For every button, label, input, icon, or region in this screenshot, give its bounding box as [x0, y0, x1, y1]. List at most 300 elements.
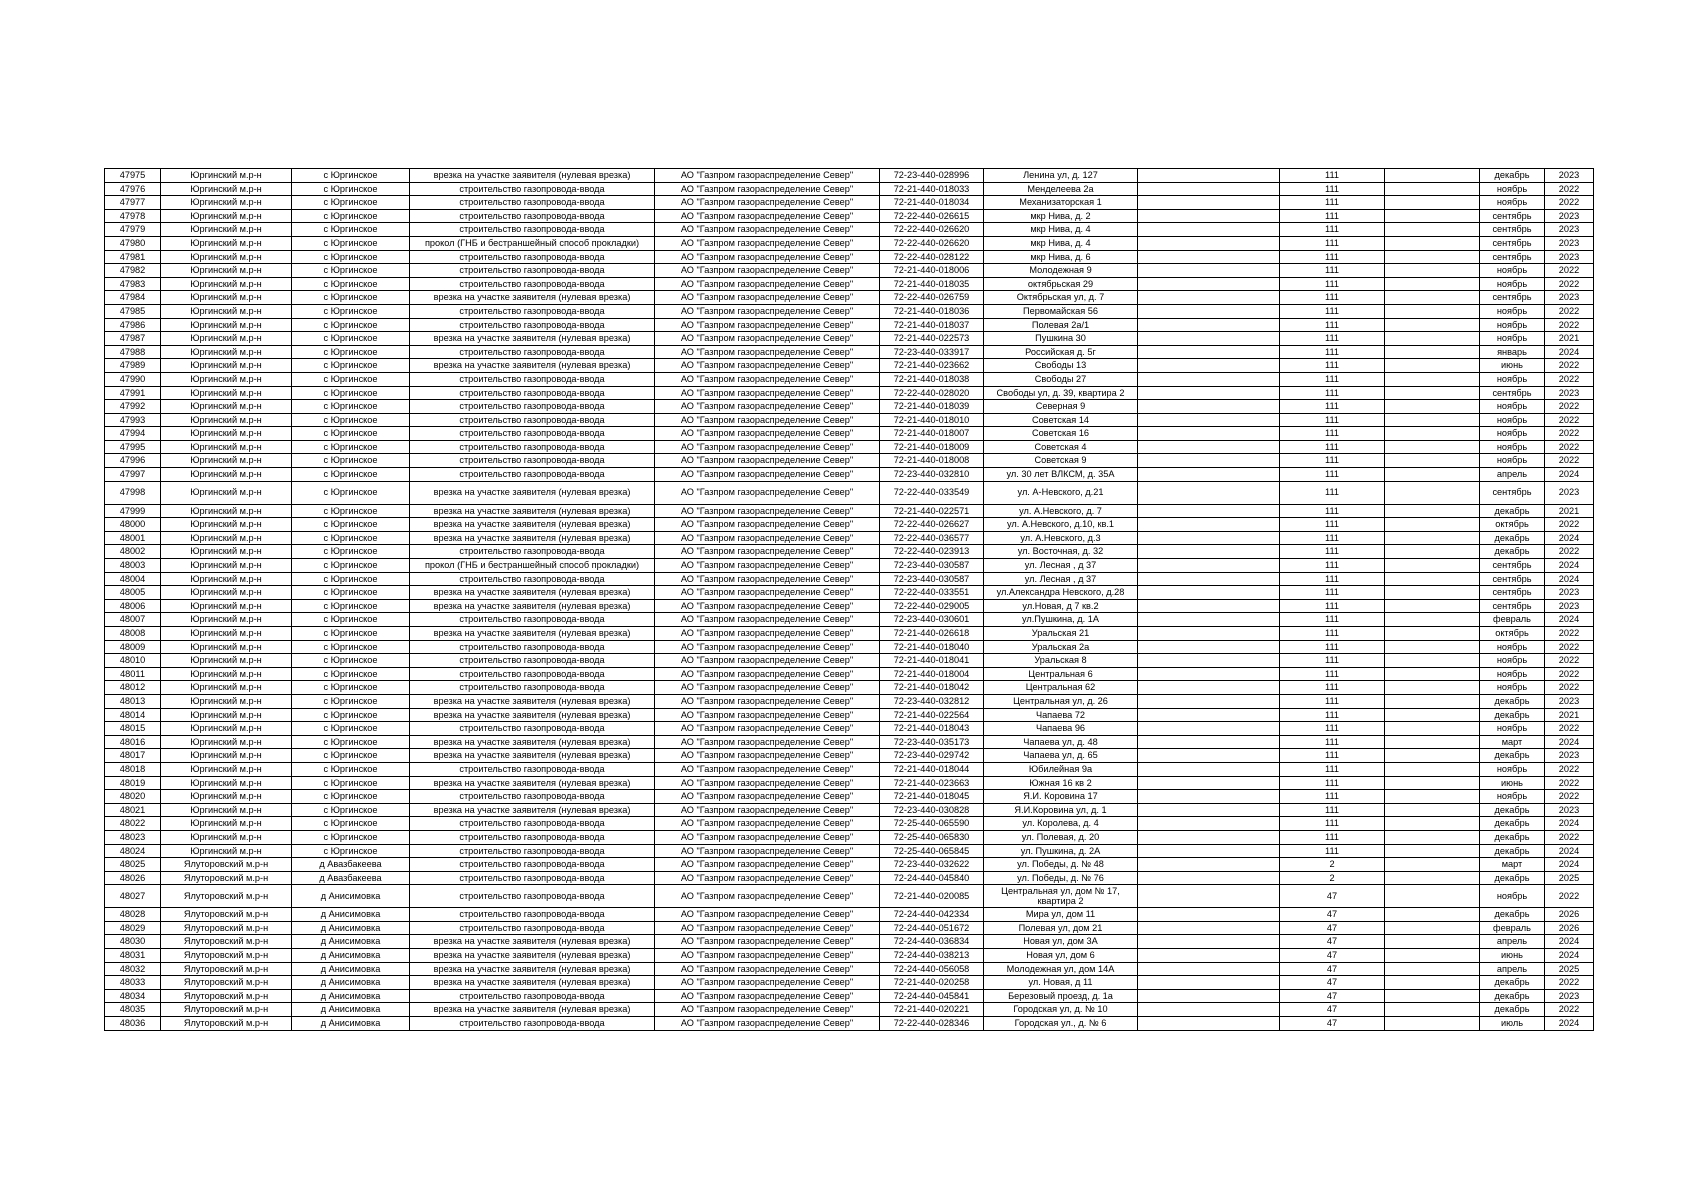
cell-contractor: АО "Газпром газораспределение Север": [655, 223, 880, 237]
cell-settlement: с Юргинское: [292, 400, 410, 414]
table-row: [105, 345, 1594, 359]
cell-district: Ялуторовский м.р-н: [161, 921, 292, 935]
cell-application-number: 72-21-440-018042: [880, 681, 984, 695]
cell-contractor: АО "Газпром газораспределение Север": [655, 413, 880, 427]
cell-work-type: строительство газопровода-ввода: [410, 667, 655, 681]
cell-settlement: с Юргинское: [292, 504, 410, 518]
cell-month: ноябрь: [1480, 667, 1545, 681]
cell-application-number: 72-21-440-020258: [880, 976, 984, 990]
cell-work-type: строительство газопровода-ввода: [410, 454, 655, 468]
table-row: [105, 949, 1594, 963]
cell-application-number: 72-23-440-032812: [880, 694, 984, 708]
cell-month: декабрь: [1480, 749, 1545, 763]
cell-blank-column-a: [1138, 586, 1280, 600]
cell-settlement: с Юргинское: [292, 545, 410, 559]
cell-contractor: АО "Газпром газораспределение Север": [655, 400, 880, 414]
table-row: [105, 372, 1594, 386]
cell-address: Северная 9: [984, 400, 1138, 414]
cell-district: Юргинский м.р-н: [161, 209, 292, 223]
cell-blank-column-b: [1385, 858, 1480, 872]
cell-row-number: 47989: [105, 359, 161, 373]
cell-year: 2024: [1545, 572, 1594, 586]
cell-district: Юргинский м.р-н: [161, 559, 292, 573]
cell-settlement: с Юргинское: [292, 708, 410, 722]
cell-blank-column-b: [1385, 949, 1480, 963]
cell-contractor: АО "Газпром газораспределение Север": [655, 559, 880, 573]
cell-blank-column-b: [1385, 332, 1480, 346]
cell-district: Юргинский м.р-н: [161, 681, 292, 695]
cell-application-number: 72-23-440-035173: [880, 735, 984, 749]
cell-year: 2023: [1545, 223, 1594, 237]
cell-year: 2024: [1545, 949, 1594, 963]
cell-application-number: 72-23-440-033917: [880, 345, 984, 359]
cell-row-number: 47985: [105, 304, 161, 318]
cell-settlement: с Юргинское: [292, 667, 410, 681]
cell-distance: 111: [1280, 169, 1385, 183]
cell-contractor: АО "Газпром газораспределение Север": [655, 949, 880, 963]
cell-row-number: 48024: [105, 844, 161, 858]
cell-blank-column-b: [1385, 735, 1480, 749]
cell-district: Юргинский м.р-н: [161, 332, 292, 346]
cell-settlement: с Юргинское: [292, 735, 410, 749]
cell-year: 2024: [1545, 559, 1594, 573]
cell-application-number: 72-21-440-018039: [880, 400, 984, 414]
table-row: [105, 386, 1594, 400]
cell-distance: 111: [1280, 400, 1385, 414]
cell-row-number: 47982: [105, 264, 161, 278]
cell-blank-column-a: [1138, 885, 1280, 908]
cell-application-number: 72-22-440-026759: [880, 291, 984, 305]
cell-blank-column-a: [1138, 481, 1280, 504]
cell-district: Юргинский м.р-н: [161, 291, 292, 305]
table-row: [105, 400, 1594, 414]
cell-distance: 111: [1280, 817, 1385, 831]
table-row: [105, 182, 1594, 196]
cell-settlement: с Юргинское: [292, 427, 410, 441]
cell-blank-column-a: [1138, 169, 1280, 183]
cell-row-number: 48009: [105, 640, 161, 654]
cell-district: Ялуторовский м.р-н: [161, 1017, 292, 1031]
cell-contractor: АО "Газпром газораспределение Север": [655, 749, 880, 763]
cell-contractor: АО "Газпром газораспределение Север": [655, 858, 880, 872]
cell-blank-column-b: [1385, 667, 1480, 681]
cell-blank-column-b: [1385, 481, 1480, 504]
cell-work-type: строительство газопровода-ввода: [410, 640, 655, 654]
cell-contractor: АО "Газпром газораспределение Север": [655, 908, 880, 922]
cell-blank-column-a: [1138, 762, 1280, 776]
cell-month: сентябрь: [1480, 559, 1545, 573]
cell-month: сентябрь: [1480, 223, 1545, 237]
cell-year: 2023: [1545, 803, 1594, 817]
cell-blank-column-b: [1385, 908, 1480, 922]
cell-contractor: АО "Газпром газораспределение Север": [655, 372, 880, 386]
cell-contractor: АО "Газпром газораспределение Север": [655, 817, 880, 831]
table-row: [105, 817, 1594, 831]
cell-contractor: АО "Газпром газораспределение Север": [655, 613, 880, 627]
cell-year: 2022: [1545, 722, 1594, 736]
cell-row-number: 47981: [105, 250, 161, 264]
cell-settlement: с Юргинское: [292, 572, 410, 586]
table-row: [105, 518, 1594, 532]
cell-blank-column-a: [1138, 318, 1280, 332]
cell-application-number: 72-21-440-020221: [880, 1003, 984, 1017]
cell-settlement: с Юргинское: [292, 169, 410, 183]
cell-work-type: строительство газопровода-ввода: [410, 681, 655, 695]
cell-settlement: с Юргинское: [292, 613, 410, 627]
cell-settlement: с Юргинское: [292, 694, 410, 708]
table-row: [105, 264, 1594, 278]
cell-work-type: строительство газопровода-ввода: [410, 413, 655, 427]
cell-work-type: врезка на участке заявителя (нулевая врезка): [410, 735, 655, 749]
cell-year: 2024: [1545, 468, 1594, 482]
cell-distance: 111: [1280, 318, 1385, 332]
cell-distance: 111: [1280, 209, 1385, 223]
cell-row-number: 48012: [105, 681, 161, 695]
cell-blank-column-b: [1385, 372, 1480, 386]
cell-month: октябрь: [1480, 518, 1545, 532]
cell-month: ноябрь: [1480, 681, 1545, 695]
cell-settlement: с Юргинское: [292, 304, 410, 318]
cell-application-number: 72-23-440-032622: [880, 858, 984, 872]
cell-row-number: 48002: [105, 545, 161, 559]
cell-settlement: с Юргинское: [292, 681, 410, 695]
cell-settlement: д Анисимовка: [292, 962, 410, 976]
cell-year: 2022: [1545, 830, 1594, 844]
cell-year: 2021: [1545, 332, 1594, 346]
cell-row-number: 48008: [105, 627, 161, 641]
cell-month: сентябрь: [1480, 599, 1545, 613]
cell-month: ноябрь: [1480, 413, 1545, 427]
cell-application-number: 72-21-440-018038: [880, 372, 984, 386]
cell-blank-column-b: [1385, 599, 1480, 613]
cell-settlement: с Юргинское: [292, 654, 410, 668]
cell-settlement: д Анисимовка: [292, 976, 410, 990]
cell-row-number: 47978: [105, 209, 161, 223]
cell-year: 2022: [1545, 304, 1594, 318]
cell-distance: 111: [1280, 572, 1385, 586]
cell-row-number: 48030: [105, 935, 161, 949]
cell-contractor: АО "Газпром газораспределение Север": [655, 332, 880, 346]
cell-address: Городская ул., д. № 6: [984, 1017, 1138, 1031]
cell-year: 2023: [1545, 236, 1594, 250]
cell-district: Юргинский м.р-н: [161, 169, 292, 183]
table-row: [105, 640, 1594, 654]
cell-settlement: с Юргинское: [292, 830, 410, 844]
cell-contractor: АО "Газпром газораспределение Север": [655, 277, 880, 291]
cell-contractor: АО "Газпром газораспределение Север": [655, 169, 880, 183]
cell-district: Юргинский м.р-н: [161, 572, 292, 586]
cell-month: ноябрь: [1480, 318, 1545, 332]
cell-work-type: строительство газопровода-ввода: [410, 250, 655, 264]
cell-work-type: строительство газопровода-ввода: [410, 468, 655, 482]
table-row: [105, 359, 1594, 373]
cell-contractor: АО "Газпром газораспределение Север": [655, 681, 880, 695]
cell-district: Юргинский м.р-н: [161, 749, 292, 763]
cell-address: Я.И.Коровина ул, д. 1: [984, 803, 1138, 817]
cell-application-number: 72-21-440-023662: [880, 359, 984, 373]
cell-blank-column-b: [1385, 359, 1480, 373]
cell-work-type: строительство газопровода-ввода: [410, 318, 655, 332]
cell-application-number: 72-24-440-036834: [880, 935, 984, 949]
cell-work-type: строительство газопровода-ввода: [410, 427, 655, 441]
cell-row-number: 48036: [105, 1017, 161, 1031]
cell-row-number: 47995: [105, 440, 161, 454]
cell-address: Я.И. Коровина 17: [984, 790, 1138, 804]
cell-contractor: АО "Газпром газораспределение Север": [655, 694, 880, 708]
cell-settlement: д Авазбакеева: [292, 871, 410, 885]
cell-blank-column-b: [1385, 468, 1480, 482]
cell-blank-column-a: [1138, 1017, 1280, 1031]
cell-year: 2024: [1545, 935, 1594, 949]
cell-application-number: 72-22-440-026615: [880, 209, 984, 223]
table-row: [105, 627, 1594, 641]
cell-blank-column-b: [1385, 885, 1480, 908]
table-row: [105, 803, 1594, 817]
cell-month: декабрь: [1480, 908, 1545, 922]
cell-year: 2022: [1545, 518, 1594, 532]
cell-district: Юргинский м.р-н: [161, 223, 292, 237]
cell-work-type: строительство газопровода-ввода: [410, 345, 655, 359]
cell-contractor: АО "Газпром газораспределение Север": [655, 182, 880, 196]
cell-year: 2022: [1545, 1003, 1594, 1017]
cell-year: 2022: [1545, 654, 1594, 668]
cell-application-number: 72-21-440-018004: [880, 667, 984, 681]
cell-row-number: 48014: [105, 708, 161, 722]
cell-blank-column-b: [1385, 518, 1480, 532]
cell-distance: 47: [1280, 949, 1385, 963]
cell-blank-column-a: [1138, 291, 1280, 305]
cell-year: 2022: [1545, 400, 1594, 414]
cell-blank-column-b: [1385, 264, 1480, 278]
cell-work-type: строительство газопровода-ввода: [410, 277, 655, 291]
cell-month: ноябрь: [1480, 722, 1545, 736]
cell-application-number: 72-23-440-029742: [880, 749, 984, 763]
cell-month: ноябрь: [1480, 264, 1545, 278]
cell-settlement: д Анисимовка: [292, 935, 410, 949]
cell-row-number: 47994: [105, 427, 161, 441]
cell-blank-column-b: [1385, 654, 1480, 668]
cell-distance: 2: [1280, 858, 1385, 872]
cell-application-number: 72-21-440-018033: [880, 182, 984, 196]
cell-district: Юргинский м.р-н: [161, 667, 292, 681]
table-row: [105, 921, 1594, 935]
cell-row-number: 48015: [105, 722, 161, 736]
cell-blank-column-a: [1138, 440, 1280, 454]
table-row: [105, 762, 1594, 776]
cell-row-number: 48021: [105, 803, 161, 817]
cell-settlement: с Юргинское: [292, 468, 410, 482]
table-row: [105, 559, 1594, 573]
cell-year: 2022: [1545, 681, 1594, 695]
cell-year: 2026: [1545, 908, 1594, 922]
cell-application-number: 72-21-440-023663: [880, 776, 984, 790]
cell-address: ул. А.Невского, д.10, кв.1: [984, 518, 1138, 532]
cell-settlement: с Юргинское: [292, 209, 410, 223]
cell-application-number: 72-23-440-030828: [880, 803, 984, 817]
cell-blank-column-a: [1138, 627, 1280, 641]
cell-contractor: АО "Газпром газораспределение Север": [655, 654, 880, 668]
cell-blank-column-b: [1385, 722, 1480, 736]
cell-district: Юргинский м.р-н: [161, 599, 292, 613]
cell-settlement: д Анисимовка: [292, 989, 410, 1003]
cell-year: 2022: [1545, 196, 1594, 210]
cell-settlement: с Юргинское: [292, 236, 410, 250]
cell-distance: 111: [1280, 481, 1385, 504]
cell-month: декабрь: [1480, 844, 1545, 858]
cell-row-number: 48028: [105, 908, 161, 922]
cell-contractor: АО "Газпром газораспределение Север": [655, 481, 880, 504]
cell-blank-column-b: [1385, 976, 1480, 990]
cell-application-number: 72-21-440-018010: [880, 413, 984, 427]
cell-work-type: строительство газопровода-ввода: [410, 264, 655, 278]
cell-settlement: с Юргинское: [292, 264, 410, 278]
cell-blank-column-a: [1138, 667, 1280, 681]
cell-application-number: 72-24-440-038213: [880, 949, 984, 963]
cell-row-number: 48007: [105, 613, 161, 627]
table-body: [105, 169, 1594, 1031]
cell-settlement: с Юргинское: [292, 586, 410, 600]
cell-district: Юргинский м.р-н: [161, 318, 292, 332]
cell-month: ноябрь: [1480, 790, 1545, 804]
cell-district: Юргинский м.р-н: [161, 304, 292, 318]
cell-address: Полевая ул, дом 21: [984, 921, 1138, 935]
cell-blank-column-b: [1385, 277, 1480, 291]
cell-district: Юргинский м.р-н: [161, 518, 292, 532]
table-row: [105, 427, 1594, 441]
cell-distance: 111: [1280, 681, 1385, 695]
cell-work-type: строительство газопровода-ввода: [410, 545, 655, 559]
cell-distance: 111: [1280, 236, 1385, 250]
cell-application-number: 72-21-440-018040: [880, 640, 984, 654]
cell-month: сентябрь: [1480, 481, 1545, 504]
cell-blank-column-a: [1138, 400, 1280, 414]
cell-settlement: с Юргинское: [292, 359, 410, 373]
table-row: [105, 209, 1594, 223]
cell-blank-column-a: [1138, 599, 1280, 613]
cell-distance: 111: [1280, 722, 1385, 736]
cell-work-type: строительство газопровода-ввода: [410, 921, 655, 935]
cell-blank-column-a: [1138, 871, 1280, 885]
cell-settlement: д Анисимовка: [292, 885, 410, 908]
cell-settlement: с Юргинское: [292, 250, 410, 264]
cell-district: Юргинский м.р-н: [161, 735, 292, 749]
cell-work-type: строительство газопровода-ввода: [410, 871, 655, 885]
cell-blank-column-a: [1138, 468, 1280, 482]
cell-month: июнь: [1480, 776, 1545, 790]
cell-row-number: 47988: [105, 345, 161, 359]
cell-district: Юргинский м.р-н: [161, 427, 292, 441]
cell-application-number: 72-21-440-018034: [880, 196, 984, 210]
cell-work-type: строительство газопровода-ввода: [410, 722, 655, 736]
table-row: [105, 1017, 1594, 1031]
cell-address: ул. А.Невского, д. 7: [984, 504, 1138, 518]
cell-address: ул. 30 лет ВЛКСМ, д. 35А: [984, 468, 1138, 482]
cell-month: март: [1480, 858, 1545, 872]
cell-blank-column-a: [1138, 858, 1280, 872]
cell-year: 2022: [1545, 359, 1594, 373]
cell-distance: 111: [1280, 844, 1385, 858]
cell-application-number: 72-22-440-033551: [880, 586, 984, 600]
cell-contractor: АО "Газпром газораспределение Север": [655, 989, 880, 1003]
cell-address: мкр Нива, д. 4: [984, 236, 1138, 250]
cell-application-number: 72-22-440-028020: [880, 386, 984, 400]
cell-year: 2022: [1545, 790, 1594, 804]
cell-contractor: АО "Газпром газораспределение Север": [655, 572, 880, 586]
cell-blank-column-a: [1138, 989, 1280, 1003]
table-row: [105, 749, 1594, 763]
cell-row-number: 48031: [105, 949, 161, 963]
cell-address: ул. Новая, д 11: [984, 976, 1138, 990]
cell-work-type: строительство газопровода-ввода: [410, 572, 655, 586]
cell-month: июнь: [1480, 949, 1545, 963]
cell-contractor: АО "Газпром газораспределение Север": [655, 708, 880, 722]
cell-row-number: 48013: [105, 694, 161, 708]
cell-month: декабрь: [1480, 989, 1545, 1003]
table-row: [105, 790, 1594, 804]
cell-blank-column-a: [1138, 681, 1280, 695]
cell-row-number: 48003: [105, 559, 161, 573]
cell-blank-column-b: [1385, 440, 1480, 454]
cell-blank-column-b: [1385, 613, 1480, 627]
cell-application-number: 72-22-440-023913: [880, 545, 984, 559]
table-row: [105, 599, 1594, 613]
cell-row-number: 48023: [105, 830, 161, 844]
cell-district: Юргинский м.р-н: [161, 762, 292, 776]
cell-month: декабрь: [1480, 976, 1545, 990]
cell-work-type: врезка на участке заявителя (нулевая врезка): [410, 169, 655, 183]
cell-district: Юргинский м.р-н: [161, 264, 292, 278]
cell-year: 2022: [1545, 776, 1594, 790]
cell-distance: 111: [1280, 250, 1385, 264]
cell-distance: 111: [1280, 454, 1385, 468]
cell-year: 2022: [1545, 627, 1594, 641]
cell-row-number: 47976: [105, 182, 161, 196]
cell-district: Юргинский м.р-н: [161, 776, 292, 790]
cell-address: ул. Лесная , д 37: [984, 559, 1138, 573]
cell-month: сентябрь: [1480, 386, 1545, 400]
cell-month: декабрь: [1480, 531, 1545, 545]
cell-blank-column-a: [1138, 935, 1280, 949]
cell-settlement: с Юргинское: [292, 518, 410, 532]
cell-application-number: 72-22-440-036577: [880, 531, 984, 545]
cell-blank-column-a: [1138, 304, 1280, 318]
cell-distance: 47: [1280, 908, 1385, 922]
cell-district: Юргинский м.р-н: [161, 250, 292, 264]
cell-distance: 111: [1280, 345, 1385, 359]
cell-row-number: 48032: [105, 962, 161, 976]
cell-district: Юргинский м.р-н: [161, 640, 292, 654]
cell-settlement: с Юргинское: [292, 790, 410, 804]
cell-settlement: с Юргинское: [292, 440, 410, 454]
cell-settlement: с Юргинское: [292, 413, 410, 427]
table-row: [105, 531, 1594, 545]
cell-distance: 47: [1280, 935, 1385, 949]
cell-address: ул. А-Невского, д.21: [984, 481, 1138, 504]
cell-application-number: 72-22-440-026620: [880, 236, 984, 250]
cell-distance: 111: [1280, 359, 1385, 373]
cell-year: 2022: [1545, 372, 1594, 386]
cell-row-number: 48005: [105, 586, 161, 600]
cell-settlement: с Юргинское: [292, 345, 410, 359]
cell-work-type: врезка на участке заявителя (нулевая врезка): [410, 359, 655, 373]
cell-district: Юргинский м.р-н: [161, 454, 292, 468]
cell-settlement: с Юргинское: [292, 776, 410, 790]
cell-row-number: 48016: [105, 735, 161, 749]
cell-month: сентябрь: [1480, 586, 1545, 600]
cell-district: Юргинский м.р-н: [161, 386, 292, 400]
table-row: [105, 654, 1594, 668]
cell-settlement: с Юргинское: [292, 182, 410, 196]
